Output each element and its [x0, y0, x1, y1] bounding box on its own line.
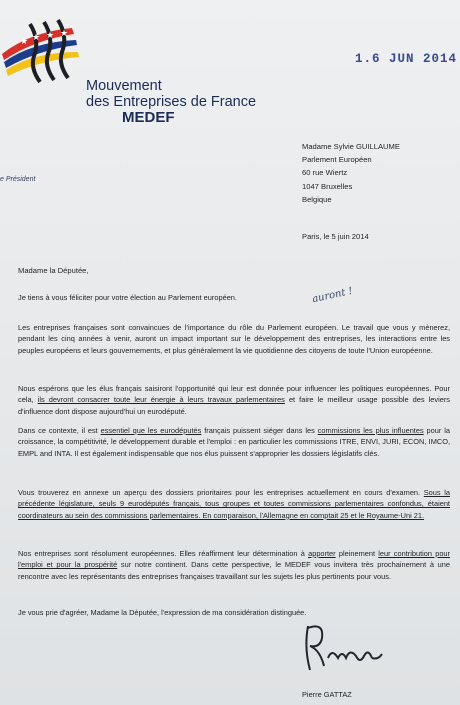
recipient-street: 60 rue Wiertz — [302, 168, 348, 178]
handwritten-signature — [298, 618, 388, 678]
recipient-address — [302, 140, 400, 206]
underlined-text: ils devront consacrer toute leur énergie à leurs travaux parlementaires — [37, 395, 285, 405]
text-run: Nous espérons que les élus français saisiront l'opportunité qui leur est donnée pour influencer les politiques européennes. Pour cela, — [18, 384, 450, 405]
organization-name — [86, 78, 256, 126]
recipient-name: Madame Sylvie GUILLAUME — [302, 142, 400, 151]
signer-name: Pierre GATTAZ — [302, 690, 352, 699]
paragraph-1: Je tiens à vous féliciter pour votre élection au Parlement européen. — [18, 293, 237, 302]
medef-logo — [0, 10, 88, 90]
svg-text:★: ★ — [32, 33, 41, 43]
text-run: Vous trouverez en annexe un aperçu des dossiers prioritaires pour les entreprises actuellement en cours d'examen. — [18, 488, 424, 497]
text-run: et faire le meilleur usage possible des leviers d'influence dont dispose aujourd'hui un eurodéputé. — [18, 395, 450, 416]
paragraph-3 — [18, 383, 450, 417]
paragraph-2: Les entreprises françaises sont convaincues de l'importance du rôle du Parlement européen. Le travail que vous y mènerez, pendant les cinq années à venir, auront un impact important sur le développement des entreprises, les interactions entre les peuples européens et leurs gouvernements, et plus généralement la vie quotidienne des citoyens de toute l'Union européenne. — [18, 323, 450, 355]
recipient-city: 1047 Bruxelles — [302, 181, 353, 191]
underlined-text: essentiel que les eurodéputés — [100, 426, 202, 435]
paragraph-5 — [18, 487, 450, 521]
underlined-text: leur contribution pour l'emploi et pour la prospérité — [18, 549, 451, 570]
handwritten-note: auront ! — [311, 285, 354, 306]
recipient-institution: Parlement Européen — [302, 155, 372, 165]
text-run: Dans ce contexte, il est — [18, 426, 101, 435]
org-line-1: Mouvement — [86, 78, 162, 94]
closing-formula: Je vous prie d'agréer, Madame la Députée, l'expression de ma considération distinguée. — [18, 608, 307, 617]
paragraph-4 — [18, 425, 450, 459]
salutation: Madame la Députée, — [18, 266, 89, 275]
text-run: sur notre continent. Dans cette perspective, le MEDEF vous invitera très prochainement à une rencontre avec les représentants des entreprises françaises travaillant sur les sujets les plus pertinents pour vous. — [18, 560, 450, 581]
letter-date: Paris, le 5 juin 2014 — [302, 232, 369, 241]
text-run: français puissent siéger dans les — [201, 426, 318, 435]
svg-text:★: ★ — [60, 29, 69, 39]
recipient-country: Belgique — [302, 194, 332, 204]
underlined-text: commissions les plus influentes — [317, 426, 424, 435]
svg-text:★: ★ — [20, 37, 29, 47]
org-line-2: des Entreprises de France — [86, 94, 257, 110]
text-run: Nos entreprises sont résolument européennes. Elles réaffirment leur détermination à — [18, 549, 309, 558]
underlined-text: apporter — [308, 549, 336, 558]
underlined-text: Sous la précédente législature, seuls 9 eurodéputés français, tous groupes et toutes commissions parlementaires confondus, étaient coordinateurs au sein des commissions parlementaires. En comparaison, l'Allemagne en comptait 25 et le Royaume-Uni 21. — [18, 488, 450, 520]
received-date-stamp: 1.6 JUN 2014 — [355, 52, 458, 66]
text-run: pleinement — [335, 549, 379, 558]
text-run: pour la croissance, la compétitivité, le développement durable et l'emploi : en particulier les commissions ITRE, ENVI, JURI, ECON, IMCO, EMPL and INTA. Il est également indispensable que nos élus puissent s'approprier les dossiers législatifs clés. — [18, 426, 450, 458]
org-short-name: MEDEF — [122, 109, 175, 126]
paragraph-6 — [18, 548, 450, 582]
svg-text:★: ★ — [46, 31, 55, 41]
signatory-role: e Président — [0, 176, 36, 183]
